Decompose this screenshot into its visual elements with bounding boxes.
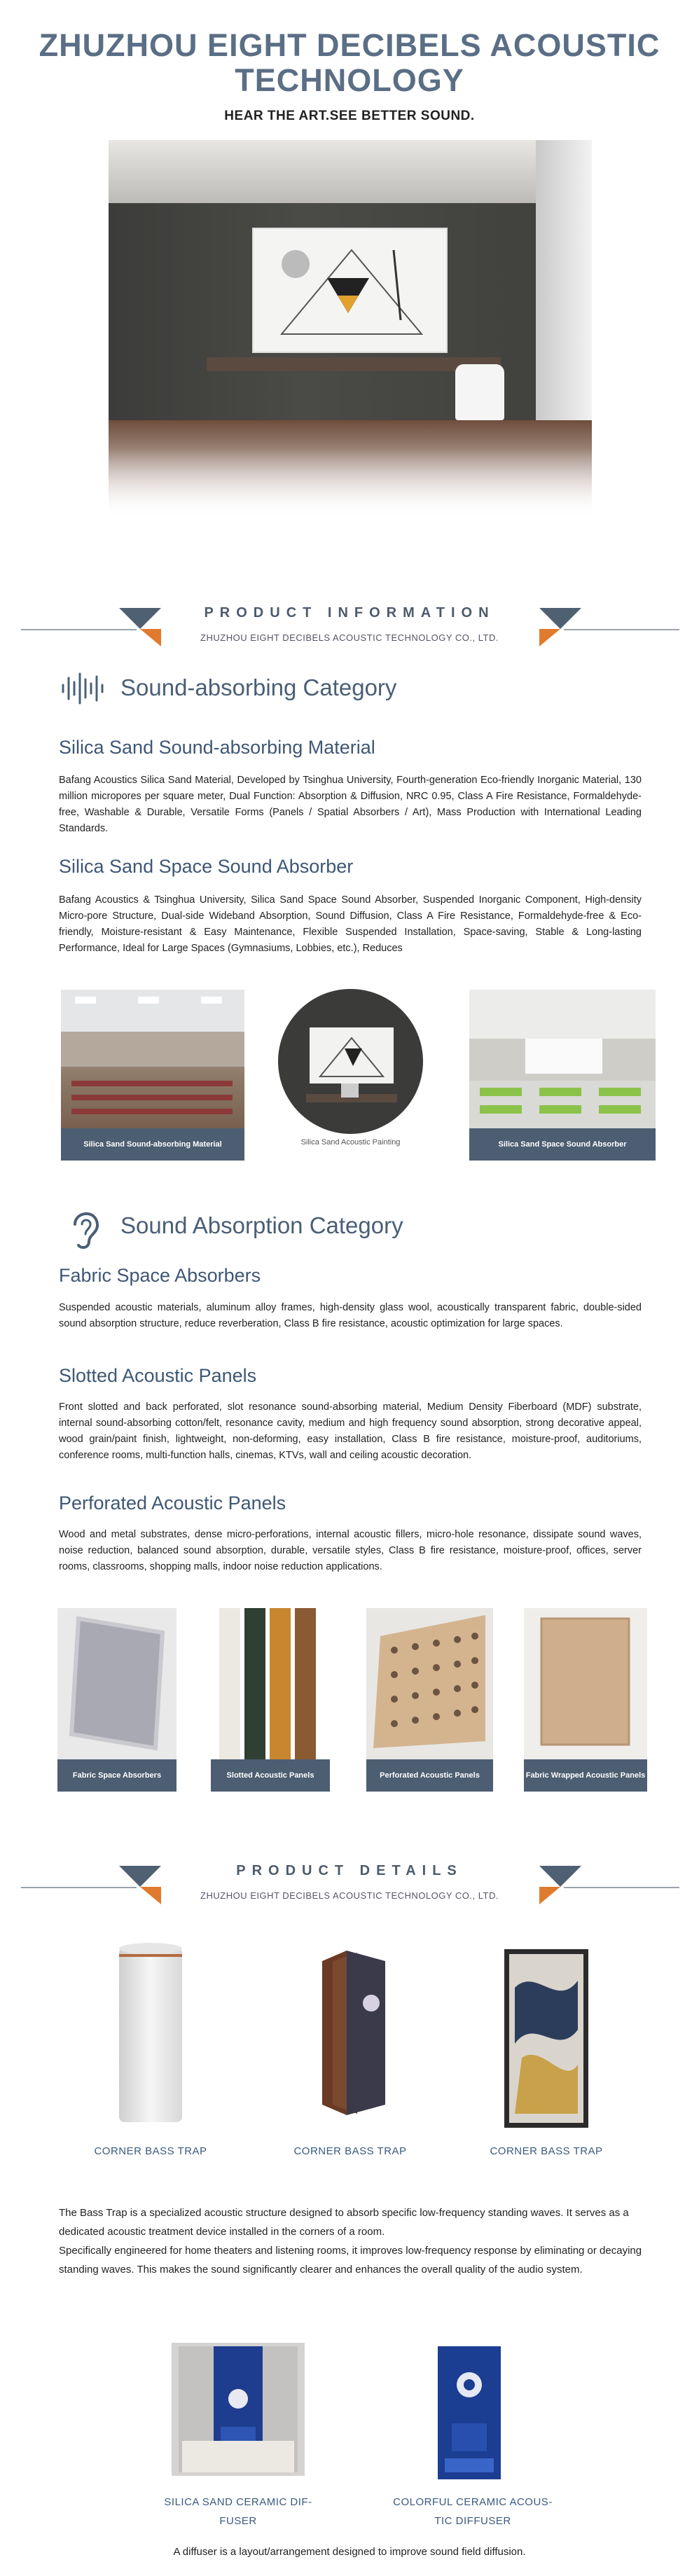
bass-trap-image-3 [501,1946,592,2135]
perforated-panels-image [366,1608,493,1792]
colorful-ceramic-diffuser-label-line2: TIC DIFFUSER [434,2515,511,2527]
fabric-absorbers-image [57,1608,177,1792]
fabric-absorbers-label: Fabric Space Absorbers [57,1759,177,1792]
perforated-panels-label: Perforated Acoustic Panels [366,1759,493,1792]
bass-trap-description-p1: The Bass Trap is a specialized acoustic structure designed to absorb specific low-frequency standing waves. It serves as a dedicated acoustic treatment device installed in the corners of a room. [59,2207,629,2238]
colorful-ceramic-diffuser-label-line1: COLORFUL CERAMIC ACOUS- [393,2496,553,2508]
fabric-absorbers-text: Suspended acoustic materials, aluminum alloy frames, high-density glass wool, acoustically transparent fabric, double-sided sound absorption structure, reduce reverberation, Class B fire resistance, acoustic optimization for large spaces. [59,1302,642,1329]
bass-trap-label-3: CORNER BASS TRAP [490,2145,603,2157]
sound-wave-icon [60,671,109,706]
bass-trap-label-1: CORNER BASS TRAP [94,2145,207,2157]
space-absorber-image [469,990,656,1161]
silica-material-title: Silica Sand Sound-absorbing Material [59,737,375,758]
bass-trap-description [59,2203,647,2279]
space-absorber-label: Silica Sand Space Sound Absorber [469,1128,656,1161]
silica-ceramic-diffuser-label-line1: SILICA SAND CERAMIC DIF- [164,2496,312,2508]
page-title [0,28,699,98]
product-details-company: ZHUZHOU EIGHT DECIBELS ACOUSTIC TECHNOLOGY CO., LTD. [200,1890,499,1901]
silica-ceramic-diffuser-label [154,2493,322,2530]
perforated-panels-title: Perforated Acoustic Panels [59,1493,286,1514]
sound-absorbing-title: Sound-absorbing Category [120,674,397,700]
fabric-wrapped-panels-label: Fabric Wrapped Acoustic Panels [524,1759,647,1792]
slotted-panels-label: Slotted Acoustic Panels [211,1759,330,1792]
page-title-line2: TECHNOLOGY [235,62,464,98]
sound-absorption-title: Sound Absorption Category [120,1212,403,1238]
fabric-wrapped-panels-image [524,1608,647,1792]
ear-icon [64,1203,106,1252]
silica-painting-label: Silica Sand Acoustic Painting [300,1138,401,1147]
silica-ceramic-diffuser-image [172,2343,305,2476]
bass-trap-image-1 [116,1940,186,2129]
page-title-line1: ZHUZHOU EIGHT DECIBELS ACOUSTIC [39,27,660,63]
bass-trap-image-2 [315,1947,392,2122]
space-absorber-title: Silica Sand Space Sound Absorber [59,856,354,877]
bass-trap-description-p2: Specifically engineered for home theaters and listening rooms, it improves low-frequency response by eliminating or decaying standing waves. This makes the sound significantly clearer and enhances the overall quality of the audio system. [59,2245,642,2276]
silica-material-image [61,990,244,1161]
slotted-panels-image [211,1608,330,1792]
diffuser-description: A diffuser is a layout/arrangement designed to improve sound field diffusion. [173,2546,526,2558]
product-info-company: ZHUZHOU EIGHT DECIBELS ACOUSTIC TECHNOLOGY CO., LTD. [200,632,499,643]
product-details-title: PRODUCT DETAILS [236,1863,463,1878]
slotted-panels-title: Slotted Acoustic Panels [59,1365,257,1386]
silica-material-label: Silica Sand Sound-absorbing Material [61,1128,244,1161]
space-absorber-text: Bafang Acoustics & Tsinghua University, Silica Sand Space Sound Absorber, Suspended Inorganic Component, High-density Micro-pore Structure, Dual-side Wideband Absorption, Sound Diffusion, Class A Fire Resistance, Formaldehyde-free & Eco-friendly, Moisture-resistant & Easy Maintenance, Flexible Suspended Installation, Space-saving, Stable & Long-lasting Performance, Ideal for Large Spaces (Gymnasiums, Lobbies, etc.), Reduces [59,894,642,954]
hero-office-image [109,140,592,518]
colorful-ceramic-diffuser-label [392,2493,553,2530]
product-info-title: PRODUCT INFORMATION [204,605,495,621]
silica-painting-image [278,989,423,1134]
silica-ceramic-diffuser-label-line2: FUSER [219,2515,257,2527]
fabric-absorbers-title: Fabric Space Absorbers [59,1265,261,1286]
tagline: HEAR THE ART.SEE BETTER SOUND. [224,109,475,123]
colorful-ceramic-diffuser-image [438,2346,501,2479]
bass-trap-label-2: CORNER BASS TRAP [293,2145,407,2157]
slotted-panels-text: Front slotted and back perforated, slot resonance sound-absorbing material, Medium Density Fiberboard (MDF) substrate, internal sound-absorbing cotton/felt, resonance cavity, medium and high frequency sound absorption, strong decorative appeal, wood grain/paint finish, lightweight, non-deforming, easy installation, Class B fire resistance, moisture-proof, auditoriums, conference rooms, multi-function halls, cinemas, KTVs, wall and ceiling acoustic decoration. [59,1401,642,1461]
silica-material-text: Bafang Acoustics Silica Sand Material, Developed by Tsinghua University, Fourth-generation Eco-friendly Inorganic Material, 130 million micropores per square meter, Dual Function: Absorption & Diffusion, NRC 0.95, Class A Fire Resistance, Formaldehyde-free, Washable & Durable, Versatile Forms (Panels / Spatial Absorbers / Art), Mass Production with International Leading Standards. [59,775,642,834]
perforated-panels-text: Wood and metal substrates, dense micro-perforations, internal acoustic fillers, micro-hole resonance, dissipate sound waves, noise reduction, balanced sound absorption, durable, versatile styles, Class B fire resistance, moisture-proof, offices, server rooms, classrooms, shopping malls, indoor noise reduction applications. [59,1529,642,1572]
